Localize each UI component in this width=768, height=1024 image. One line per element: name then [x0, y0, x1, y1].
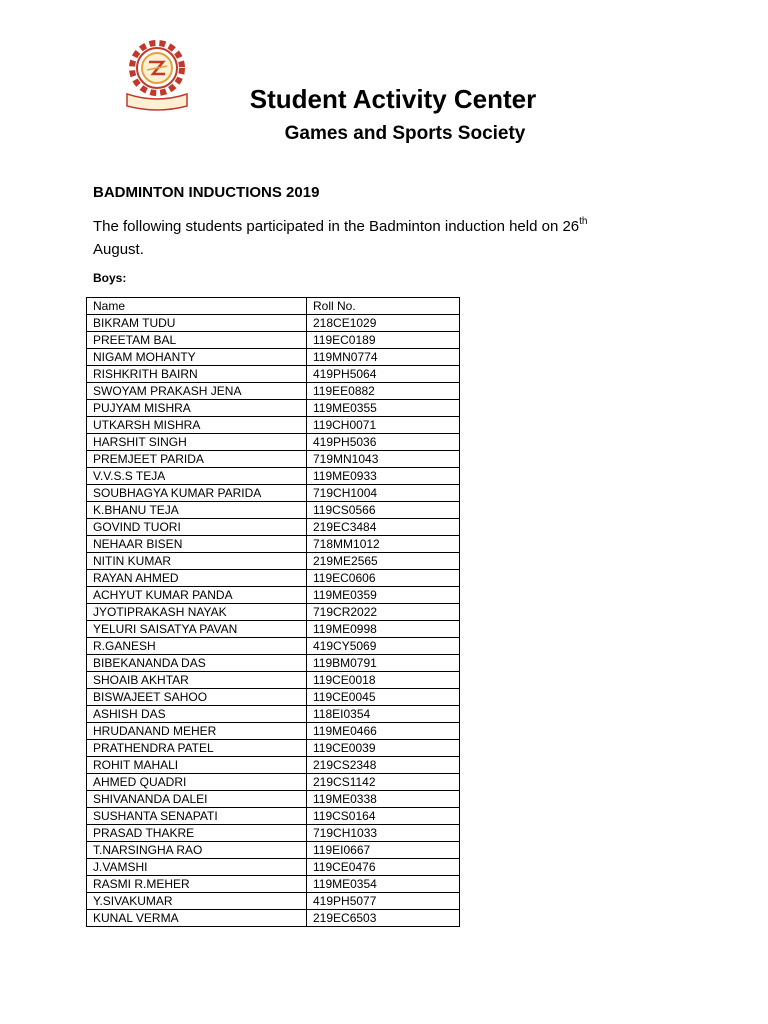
student-name: R.GANESH	[87, 638, 307, 655]
student-name: UTKARSH MISHRA	[87, 417, 307, 434]
roll-number: 718MM1012	[307, 536, 460, 553]
student-name: PREMJEET PARIDA	[87, 451, 307, 468]
table-row	[87, 400, 460, 417]
student-name: PUJYAM MISHRA	[87, 400, 307, 417]
table-row	[87, 808, 460, 825]
table-row	[87, 587, 460, 604]
roll-number: 119CE0476	[307, 859, 460, 876]
roll-number: 218CE1029	[307, 315, 460, 332]
student-name: ASHISH DAS	[87, 706, 307, 723]
student-name: RISHKRITH BAIRN	[87, 366, 307, 383]
student-name: BIBEKANANDA DAS	[87, 655, 307, 672]
table-row	[87, 468, 460, 485]
table-row	[87, 332, 460, 349]
roll-number: 119ME0933	[307, 468, 460, 485]
table-row	[87, 893, 460, 910]
table-row	[87, 740, 460, 757]
roll-number: 219EC6503	[307, 910, 460, 927]
roll-number: 119EE0882	[307, 383, 460, 400]
table-row	[87, 757, 460, 774]
student-name: KUNAL VERMA	[87, 910, 307, 927]
roll-number: 119CE0018	[307, 672, 460, 689]
student-name: T.NARSINGHA RAO	[87, 842, 307, 859]
table-row	[87, 638, 460, 655]
table-row	[87, 502, 460, 519]
table-row	[87, 672, 460, 689]
roll-number: 419PH5077	[307, 893, 460, 910]
page-subtitle: Games and Sports Society	[284, 123, 526, 144]
student-name: RAYAN AHMED	[87, 570, 307, 587]
roll-number: 119CE0045	[307, 689, 460, 706]
intro-text: The following students participated in the Badminton induction held on 26	[93, 218, 580, 235]
student-name: HRUDANAND MEHER	[87, 723, 307, 740]
roll-number: 419PH5036	[307, 434, 460, 451]
table-row	[87, 570, 460, 587]
table-row	[87, 876, 460, 893]
roll-number: 219CS1142	[307, 774, 460, 791]
student-name: NEHAAR BISEN	[87, 536, 307, 553]
roll-number: 119ME0354	[307, 876, 460, 893]
roll-number: 119EI0667	[307, 842, 460, 859]
roll-number: 719CH1004	[307, 485, 460, 502]
student-name: SHIVANANDA DALEI	[87, 791, 307, 808]
roll-number: 119EC0606	[307, 570, 460, 587]
student-name: HARSHIT SINGH	[87, 434, 307, 451]
intro-tail: August.	[93, 241, 144, 258]
student-name: V.V.S.S TEJA	[87, 468, 307, 485]
student-name: ACHYUT KUMAR PANDA	[87, 587, 307, 604]
roll-number: 119CH0071	[307, 417, 460, 434]
student-name: SWOYAM PRAKASH JENA	[87, 383, 307, 400]
student-name: PREETAM BAL	[87, 332, 307, 349]
roll-number: 219EC3484	[307, 519, 460, 536]
roll-number: 119ME0355	[307, 400, 460, 417]
table-row	[87, 383, 460, 400]
column-header-roll: Roll No.	[307, 298, 460, 315]
roll-number: 119BM0791	[307, 655, 460, 672]
roll-number: 119CS0164	[307, 808, 460, 825]
intro-paragraph	[93, 215, 673, 261]
table-row	[87, 604, 460, 621]
roll-number: 119EC0189	[307, 332, 460, 349]
student-name: NIGAM MOHANTY	[87, 349, 307, 366]
table-row	[87, 536, 460, 553]
roll-number: 719CR2022	[307, 604, 460, 621]
roll-number: 219ME2565	[307, 553, 460, 570]
roll-number: 119ME0359	[307, 587, 460, 604]
roll-number: 118EI0354	[307, 706, 460, 723]
roll-number: 119MN0774	[307, 349, 460, 366]
student-name: JYOTIPRAKASH NAYAK	[87, 604, 307, 621]
page-title: Student Activity Center	[249, 84, 537, 114]
table-row	[87, 689, 460, 706]
roll-number: 419PH5064	[307, 366, 460, 383]
roll-number: 119ME0998	[307, 621, 460, 638]
intro-superscript: th	[579, 216, 588, 227]
student-name: K.BHANU TEJA	[87, 502, 307, 519]
table-row	[87, 315, 460, 332]
table-row	[87, 655, 460, 672]
column-header-name: Name	[87, 298, 307, 315]
roll-number: 419CY5069	[307, 638, 460, 655]
student-name: GOVIND TUORI	[87, 519, 307, 536]
student-name: BISWAJEET SAHOO	[87, 689, 307, 706]
student-name: J.VAMSHI	[87, 859, 307, 876]
table-row	[87, 485, 460, 502]
table-row	[87, 553, 460, 570]
table-row	[87, 910, 460, 927]
student-name: SOUBHAGYA KUMAR PARIDA	[87, 485, 307, 502]
roll-number: 119ME0338	[307, 791, 460, 808]
student-name: RASMI R.MEHER	[87, 876, 307, 893]
student-name: NITIN KUMAR	[87, 553, 307, 570]
table-row	[87, 706, 460, 723]
section-heading: BADMINTON INDUCTIONS 2019	[93, 184, 320, 201]
table-row	[87, 434, 460, 451]
roll-number: 119ME0466	[307, 723, 460, 740]
table-row	[87, 791, 460, 808]
table-row	[87, 451, 460, 468]
table-row	[87, 366, 460, 383]
student-name: SUSHANTA SENAPATI	[87, 808, 307, 825]
table-row	[87, 519, 460, 536]
table-row	[87, 723, 460, 740]
student-name: SHOAIB AKHTAR	[87, 672, 307, 689]
roll-number: 719MN1043	[307, 451, 460, 468]
table-row	[87, 349, 460, 366]
table-header-row	[87, 298, 460, 315]
student-name: YELURI SAISATYA PAVAN	[87, 621, 307, 638]
table-row	[87, 825, 460, 842]
table-row	[87, 859, 460, 876]
student-name: BIKRAM TUDU	[87, 315, 307, 332]
student-name: ROHIT MAHALI	[87, 757, 307, 774]
table-row	[87, 774, 460, 791]
roll-number: 219CS2348	[307, 757, 460, 774]
roll-number: 119CE0039	[307, 740, 460, 757]
student-name: Y.SIVAKUMAR	[87, 893, 307, 910]
roll-number: 719CH1033	[307, 825, 460, 842]
student-name: AHMED QUADRI	[87, 774, 307, 791]
student-name: PRASAD THAKRE	[87, 825, 307, 842]
student-name: PRATHENDRA PATEL	[87, 740, 307, 757]
table-row	[87, 621, 460, 638]
table-row	[87, 842, 460, 859]
section-label-boys: Boys:	[93, 271, 127, 285]
roll-number: 119CS0566	[307, 502, 460, 519]
table-row	[87, 417, 460, 434]
participants-table	[86, 297, 460, 927]
